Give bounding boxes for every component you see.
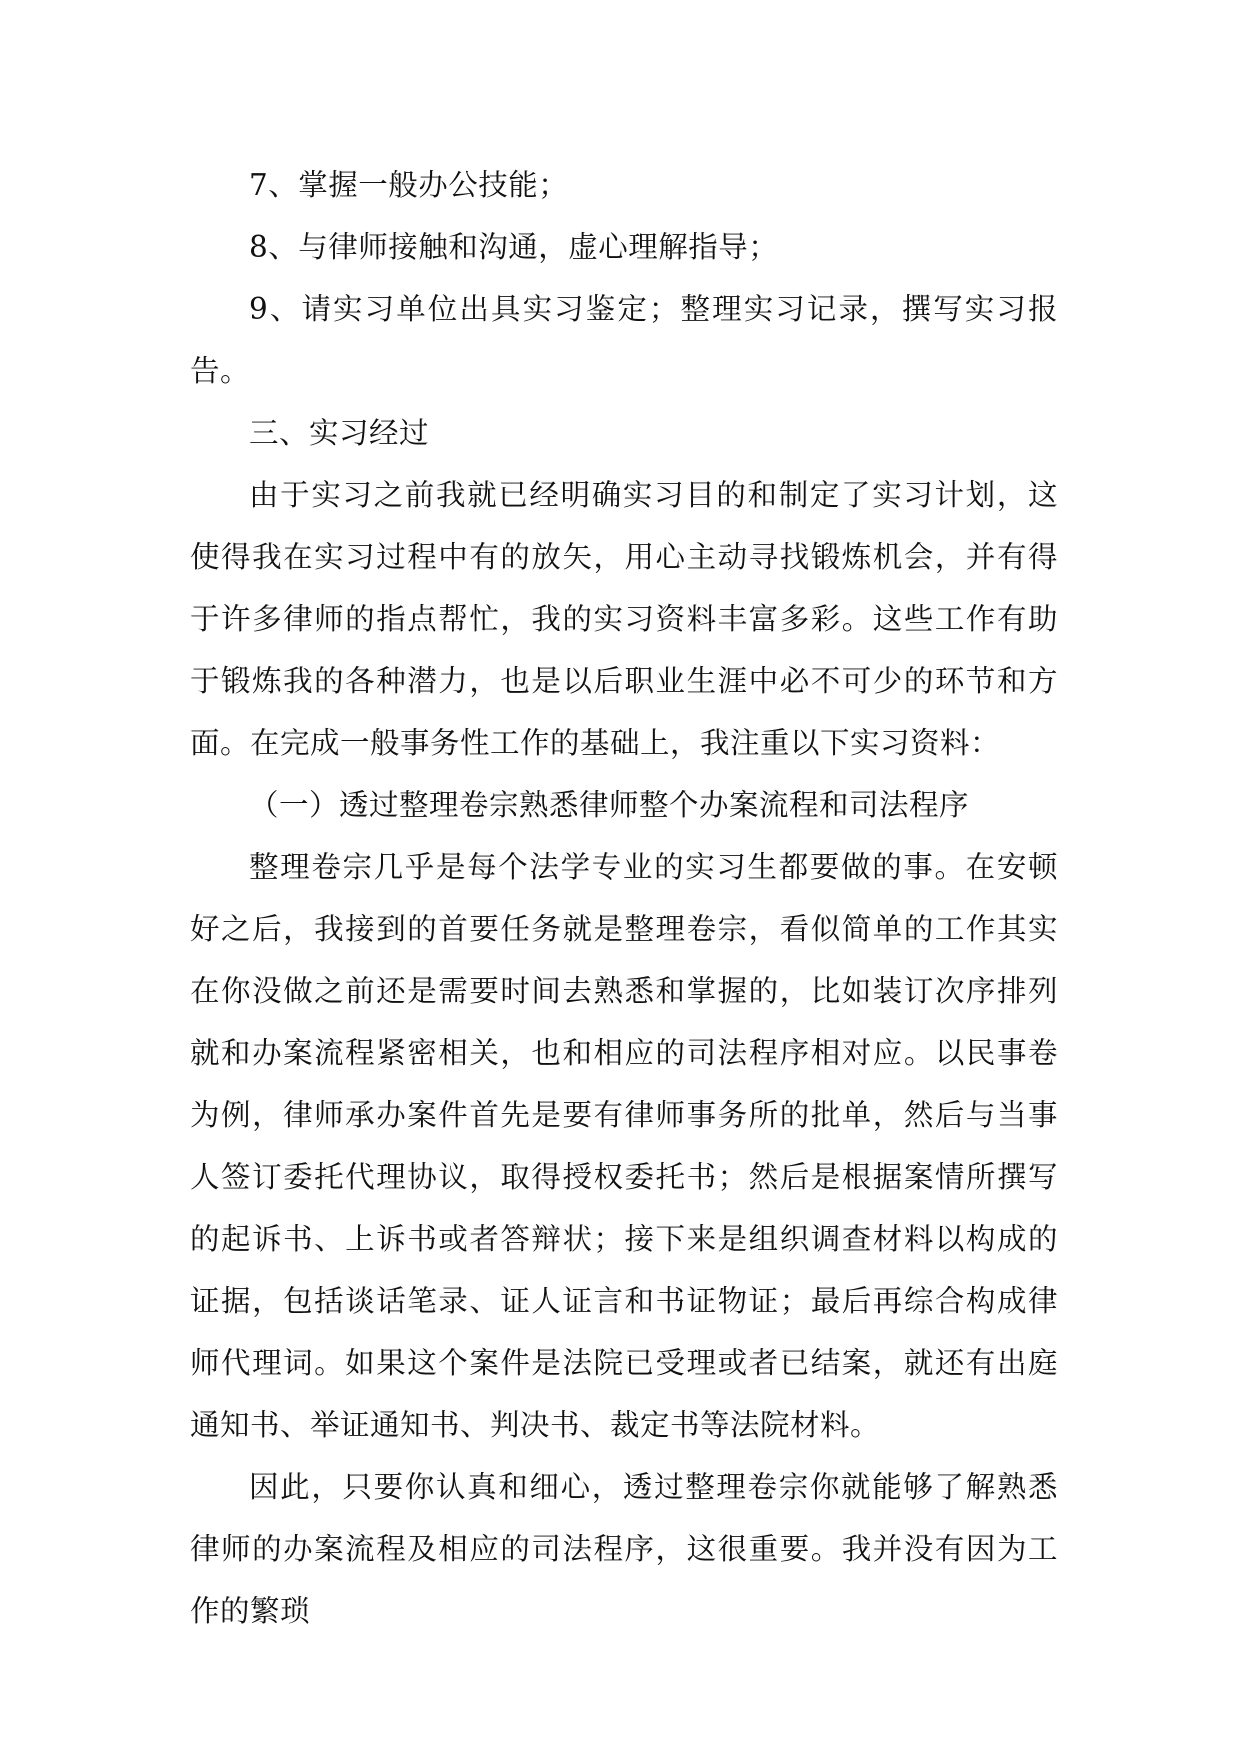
list-item-7: 7、掌握一般办公技能； (249, 168, 569, 202)
body-paragraph: 整理卷宗几乎是每个法学专业的实习生都要做的事。在安顿好之后，我接到的首要任务就是整理卷宗，看似简单的工作其实在你没做之前还是需要时间去熟悉和掌握的，比如装订次序排列就和办案流程紧密相关，也和相应的司法程序相对应。以民事卷为例，律师承办案件首先是要有律师事务所的批单，然后与当事人签订委托代理协议，取得授权委托书；然后是根据案情所撰写的起诉书、上诉书或者答辩状；接下来是组织调查材料以构成的证据，包括谈话笔录、证人证言和书证物证；最后再综合构成律师代理词。如果这个案件是法院已受理或者已结案，就还有出庭通知书、举证通知书、判决书、裁定书等法院材料。 (190, 850, 1058, 1442)
document-body (190, 154, 1058, 1642)
section-heading: 三、实习经过 (249, 416, 430, 450)
body-paragraph: 由于实习之前我就已经明确实习目的和制定了实习计划，这使得我在实习过程中有的放矢，用心主动寻找锻炼机会，并有得于许多律师的指点帮忙，我的实习资料丰富多彩。这些工作有助于锻炼我的各种潜力，也是以后职业生涯中必不可少的环节和方面。在完成一般事务性工作的基础上，我注重以下实习资料： (190, 478, 1058, 760)
list-item-9: 9、请实习单位出具实习鉴定；整理实习记录，撰写实习报告。 (190, 292, 1058, 388)
list-item-8: 8、与律师接触和沟通，虚心理解指导； (249, 230, 779, 264)
body-paragraph: 因此，只要你认真和细心，透过整理卷宗你就能够了解熟悉律师的办案流程及相应的司法程序，这很重要。我并没有因为工作的繁琐 (190, 1470, 1058, 1628)
subsection-heading: （一）透过整理卷宗熟悉律师整个办案流程和司法程序 (249, 788, 970, 822)
